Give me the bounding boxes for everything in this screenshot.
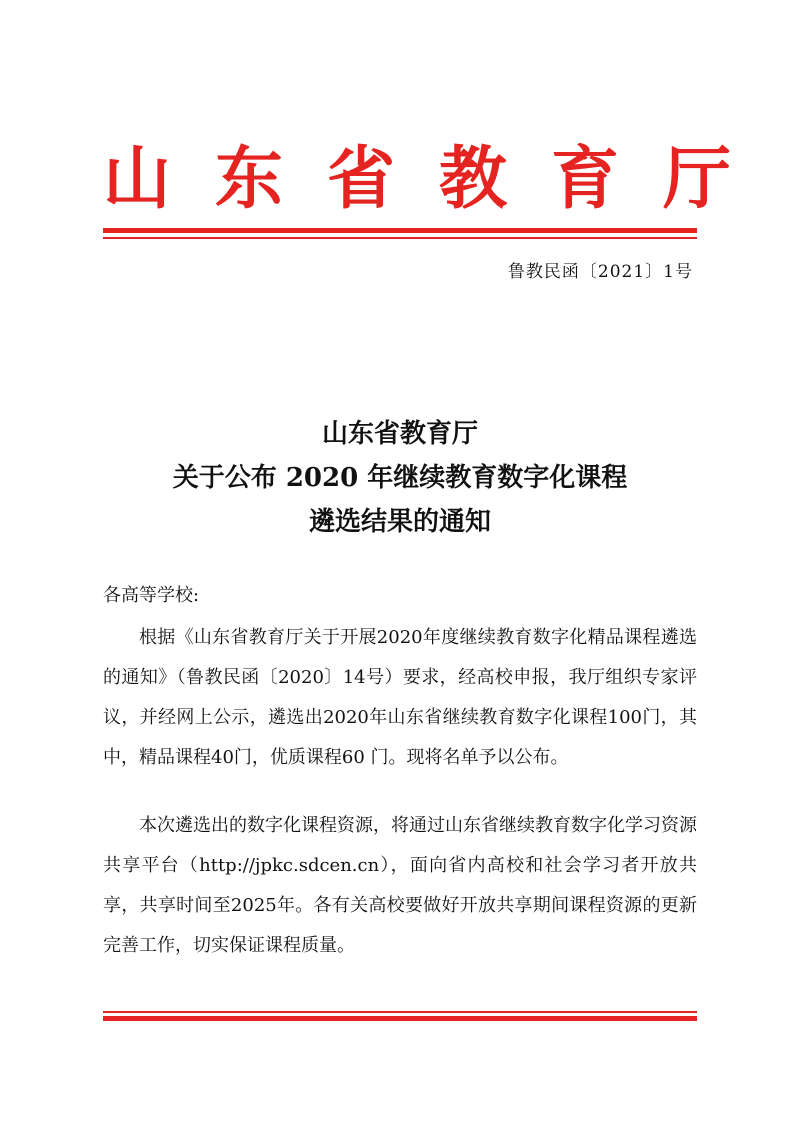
title-line-2: 关于公布 2020 年继续教育数字化课程 bbox=[172, 463, 628, 493]
header-rule-thin bbox=[103, 237, 697, 239]
body-paragraph-1: 根据《山东省教育厅关于开展2020年度继续教育数字化精品课程遴选的通知》（鲁教民函〔2020〕14号）要求，经高校申报，我厅组织专家评议，并经网上公示，遴选出2020年山东省继续教育数字化课程100门，其中，精品课程40门，优质课程60 门。现将名单予以公布。 bbox=[103, 627, 697, 768]
title-line-1: 山东省教育厅 bbox=[321, 419, 478, 449]
masthead-title: 山东省教育厅 bbox=[103, 140, 776, 219]
title-line-3: 遴选结果的通知 bbox=[308, 507, 491, 537]
header-rule-thick bbox=[103, 228, 697, 233]
document-title bbox=[103, 412, 697, 544]
footer-rule-thick bbox=[103, 1016, 697, 1021]
document-number: 鲁教民函〔2021〕1号 bbox=[507, 262, 693, 282]
salutation: 各高等学校: bbox=[103, 585, 200, 606]
footer-rule-thin bbox=[103, 1011, 697, 1013]
body-paragraph-2: 本次遴选出的数字化课程资源，将通过山东省继续教育数字化学习资源共享平台（http://jpkc.sdcen.cn），面向省内高校和社会学习者开放共享，共享时间至2025年。各有关高校要做好开放共享期间课程资源的更新完善工作，切实保证课程质量。 bbox=[103, 815, 697, 956]
